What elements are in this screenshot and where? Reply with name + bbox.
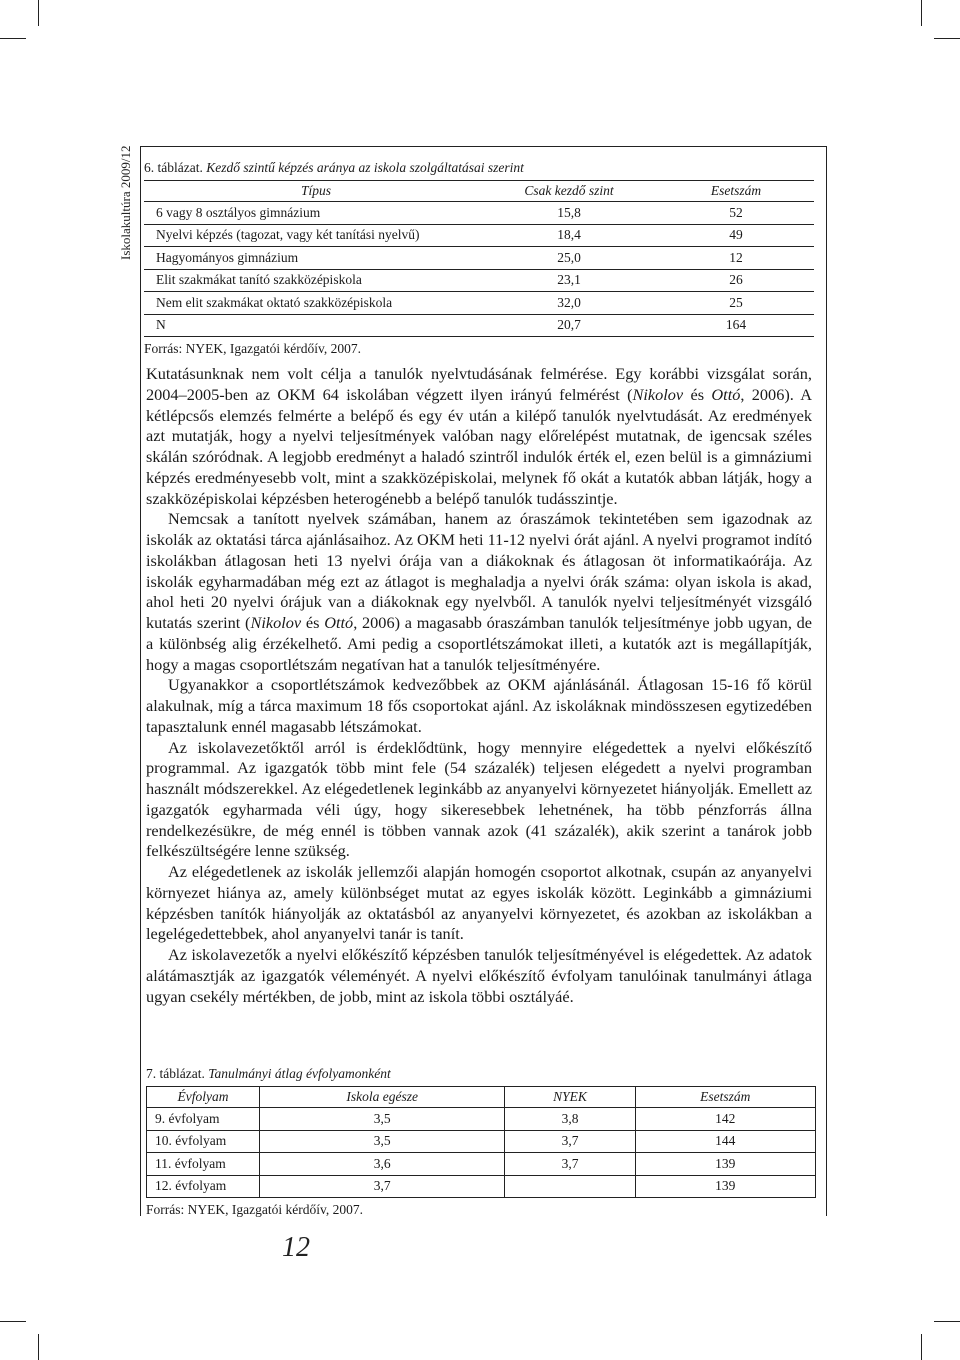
table-cell: 11. évfolyam	[147, 1153, 260, 1176]
paragraph: Ugyanakkor a csoportlétszámok kedvezőbbek az OKM ajánlásánál. Átlagosan 15-16 fő körül alakulnak, míg a tárca maximum 18 fős csoportokat ajánl. Az iskoláknak mindösszesen egytizedében tapasztalunk ennél magasabb létszámokat.	[146, 675, 812, 736]
table-7-caption	[146, 1066, 816, 1082]
table-cell: 144	[635, 1130, 815, 1153]
table-cell: Nyelvi képzés (tagozat, vagy két tanítási nyelvű)	[156, 227, 420, 243]
table-row	[144, 224, 814, 247]
column-header: Típus	[300, 183, 331, 198]
table-6-grid	[144, 180, 814, 337]
paragraph: Az iskolavezetőktől arról is érdeklődtünk, hogy mennyire elégedettek a nyelvi előkészítő programmal. Az igazgatók több mint fele (54 százalék) teljesen elégedett a nyelvi programban használt módszerekkel. Az elégedetlenek leginkább az anyanyelvi környezetet hiányolják. Emellett az igazgatók egyharmada véli úgy, hogy sikeresebbek lehetnének, ha több pénzforrás állna rendelkezésükre, de még ennél is többen vannak azok (41 százalék), akik szerint a tanárok jobb felkészültségére lenne szükség.	[146, 737, 812, 861]
margin-rule	[140, 146, 141, 1216]
caption-text: Kezdő szintű képzés aránya az iskola szolgáltatásai szerint	[206, 160, 524, 175]
table-cell: 139	[635, 1175, 815, 1198]
table-cell: 3,6	[260, 1153, 505, 1176]
table-row	[144, 247, 814, 270]
crop-mark	[934, 1321, 960, 1322]
table-cell: 25,0	[557, 249, 581, 265]
table-cell: 164	[725, 317, 747, 333]
table-cell: 49	[729, 227, 743, 243]
table-row	[144, 269, 814, 292]
table-cell	[505, 1175, 635, 1198]
table-cell: 20,7	[557, 317, 581, 333]
column-header: NYEK	[505, 1087, 635, 1108]
caption-number: 6. táblázat.	[144, 160, 203, 175]
citation-author: Ottó	[711, 384, 741, 404]
running-head: Iskolakultúra 2009/12	[118, 145, 133, 260]
table-cell: 139	[635, 1153, 815, 1176]
caption-text: Tanulmányi átlag évfolyamonként	[208, 1066, 391, 1081]
table-row	[147, 1108, 816, 1131]
table-cell: 3,7	[505, 1153, 635, 1176]
paragraph	[146, 364, 812, 509]
table-row	[144, 202, 814, 225]
column-header: Iskola egésze	[260, 1087, 505, 1108]
body-text	[146, 364, 812, 1007]
table-cell: 32,0	[557, 294, 581, 310]
table-cell: Nem elit szakmákat oktató szakközépiskola	[156, 294, 393, 310]
table-cell: Elit szakmákat tanító szakközépiskola	[156, 272, 362, 288]
table-cell: 9. évfolyam	[147, 1108, 260, 1131]
table-7-source: Forrás: NYEK, Igazgatói kérdőív, 2007.	[146, 1202, 363, 1217]
margin-rule	[826, 146, 827, 1216]
paragraph: Az iskolavezetők a nyelvi előkészítő képzésben tanulók teljesítményével is elégedettek. Az adatok alátámasztják az igazgatók véleményét. A nyelvi előkészítő évfolyam tanulóinak tanulmányi átlaga ugyan csekély mértékben, de jobb, mint az iskola többi osztályáé.	[146, 945, 812, 1006]
table-cell: Hagyományos gimnázium	[156, 249, 299, 265]
text-run: , 2006). A kétlépcsős elemzés felmérte a belépő és egy év után a kilépő tanulók nyelvtudását. Az eredmények azt mutatják, hogy a nyelvi teljesítmények valóban nagy előrelépést mutatnak, de igencsak széles skálán szóródnak. A legjobb eredményt a haladó szintről indulók érték el, ezen belül is a gimnáziumi képzés eredményesebb volt, mint a szakközépiskolai, melynek fő okát a kutatók abban látják, hogy a szakközépiskolai képzésben heterogénebb a belépő tanulók tudásszintje.	[146, 384, 813, 508]
text-run: és	[301, 613, 325, 632]
caption-number: 7. táblázat.	[146, 1066, 205, 1081]
table-header-row	[147, 1087, 816, 1108]
crop-mark	[921, 0, 922, 26]
citation-author: Ottó	[324, 613, 354, 632]
table-cell: 25	[729, 294, 743, 310]
table-cell: 26	[729, 272, 743, 288]
crop-mark	[0, 38, 26, 39]
table-cell: 10. évfolyam	[147, 1130, 260, 1153]
table-cell: 3,7	[260, 1175, 505, 1198]
citation-author: Nikolov	[632, 384, 684, 404]
crop-mark	[38, 0, 39, 26]
text-run: Nemcsak a tanított nyelvek számában, hanem az óraszámok tekintetében sem igazodnak az iskolák az oktatási tárca ajánlásaihoz. Az OKM heti 11-12 nyelvi órát ajánl. A nyelvi programot indító iskolákban átlagosan heti 13 nyelvi órája van a diákoknak és átlagosan öt informatikaórája. Az iskolák egyharmadában még ezt az átlagot is meghaladja a nyelvi órák száma: olyan iskola is akad, ahol heti 20 nyelvi órájuk van a diákoknak egy nyelvből. A tanulók nyelvi teljesítményét vizsgáló kutatás szerint (	[146, 509, 812, 632]
table-cell: 12. évfolyam	[147, 1175, 260, 1198]
text-run: Kutatásunknak nem volt célja a tanulók nyelvtudásának felmérése. Egy korábbi vizsgálat során, 2004–2005-ben az OKM 64 iskolában végzett ilyen irányú felmérést (	[146, 364, 812, 404]
table-cell: 15,8	[557, 204, 581, 220]
table-6-caption	[144, 160, 814, 176]
table-cell: 12	[729, 249, 743, 265]
table-row	[147, 1130, 816, 1153]
crop-mark	[921, 1334, 922, 1360]
column-header: Évfolyam	[147, 1087, 260, 1108]
column-header: Esetszám	[635, 1087, 815, 1108]
paragraph	[146, 509, 812, 675]
table-6-source: Forrás: NYEK, Igazgatói kérdőív, 2007.	[144, 341, 361, 356]
crop-mark	[38, 1334, 39, 1360]
column-header: Esetszám	[710, 183, 762, 198]
table-row	[144, 314, 814, 337]
table-row	[147, 1153, 816, 1176]
text-run: és	[683, 384, 712, 404]
citation-author: Nikolov	[250, 613, 302, 632]
table-row	[144, 292, 814, 315]
table-cell: 3,7	[505, 1130, 635, 1153]
table-cell: 6 vagy 8 osztályos gimnázium	[156, 204, 321, 220]
table-7	[146, 1066, 816, 1218]
table-cell: 3,8	[505, 1108, 635, 1131]
table-cell: 52	[729, 204, 743, 220]
table-6	[144, 160, 814, 357]
crop-mark	[0, 1321, 26, 1322]
table-cell: 23,1	[557, 272, 581, 288]
table-row	[147, 1175, 816, 1198]
table-cell: 142	[635, 1108, 815, 1131]
crop-mark	[934, 38, 960, 39]
table-header-row	[144, 181, 814, 202]
table-cell: 3,5	[260, 1130, 505, 1153]
page-number: 12	[282, 1232, 310, 1263]
table-7-grid	[146, 1086, 816, 1198]
text-run: , 2006) a magasabb óraszámban tanulók teljesítménye jobb ugyan, de a különbség alig érzékelhető. Ami pedig a csoportlétszámokat illeti, a kutatók azt is megállapítják, hogy a magas csoportlétszám negatívan hat a tanulók teljesítményére.	[146, 613, 813, 674]
column-header: Csak kezdő szint	[524, 183, 614, 198]
table-cell: 3,5	[260, 1108, 505, 1131]
table-cell: N	[156, 317, 166, 333]
table-cell: 18,4	[557, 227, 581, 243]
top-rule	[140, 146, 827, 147]
paragraph: Az elégedetlenek az iskolák jellemzői alapján homogén csoportot alkotnak, csupán az anyanyelvi környezet hiánya az, amely különbséget mutat az egyes iskolák között. Leginkább a gimnáziumi képzésben tanítók hiányolják az oktatásból az anyanyelvi környezetet, és azokban az iskolákban a legelégedettebbek, ahol anyanyelvi tanár is tanít.	[146, 862, 812, 944]
